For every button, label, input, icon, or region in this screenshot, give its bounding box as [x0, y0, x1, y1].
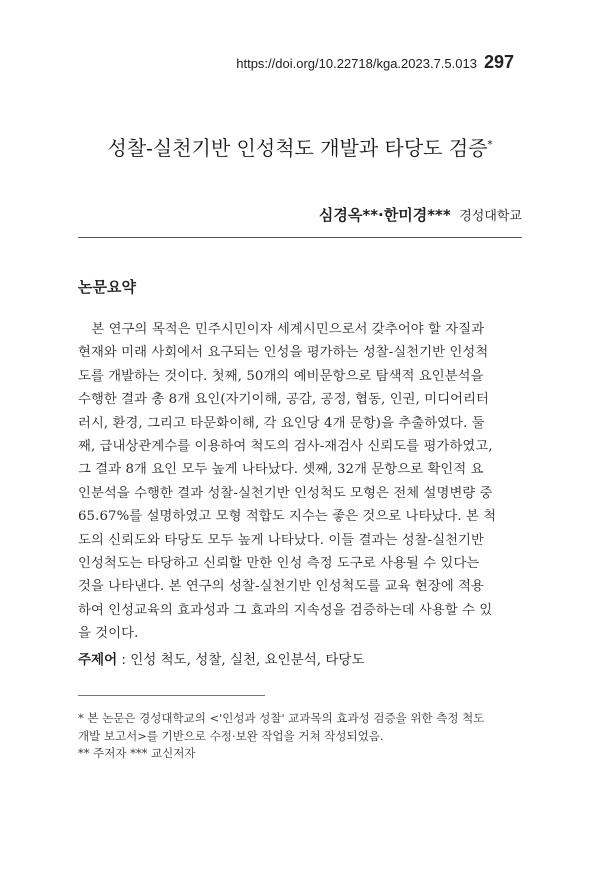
author-affiliation: 경성대학교: [459, 209, 522, 224]
abstract-line: 65.67%를 설명하였고 모형 적합도 지수는 좋은 것으로 나타났다. 본 척: [78, 509, 497, 525]
abstract-line: 인성척도는 타당하고 신뢰할 만한 인성 측정 도구로 사용될 수 있다는: [78, 556, 480, 572]
abstract-line: 것을 나타낸다. 본 연구의 성찰-실천기반 인성척도를 교육 현장에 적용: [78, 579, 484, 595]
doi-link[interactable]: https://doi.org/10.22718/kga.2023.7.5.013: [236, 56, 477, 71]
abstract-heading: 논문요약: [78, 278, 136, 296]
keywords-label: 주제어: [78, 652, 118, 668]
running-header: [236, 52, 514, 73]
footnote-line: * 본 논문은 경성대학교의 <'인성과 성찰' 교과목의 효과성 검증을 위한 측정 척도: [78, 711, 485, 725]
abstract-line: 현재와 미래 사회에서 요구되는 인성을 평가하는 성찰-실천기반 인성척: [78, 345, 489, 361]
abstract-line: 러시, 환경, 그리고 타문화이해, 각 요인당 4개 문항)을 추출하였다. 둘: [78, 415, 485, 431]
abstract-line: 도의 신뢰도와 타당도 모두 높게 나타났다. 이들 결과는 성찰-실천기반: [78, 532, 484, 548]
paper-title-text: 성찰-실천기반 인성척도 개발과 타당도 검증: [107, 136, 488, 160]
author-line: [319, 204, 522, 225]
abstract-line: 수행한 결과 총 8개 요인(자기이해, 공감, 공정, 협동, 인권, 미디어리터: [78, 392, 489, 408]
author-names: 심경옥**·한미경***: [318, 206, 451, 224]
footnote-line: ** 주저자 *** 교신저자: [78, 746, 196, 760]
footnote-line: 개발 보고서>를 기반으로 수정·보완 작업을 거쳐 작성되었음.: [78, 728, 384, 743]
abstract-line: 그 결과 8개 요인 모두 높게 나타났다. 셋째, 32개 문항으로 확인적 요: [78, 462, 484, 478]
keywords-separator: :: [117, 652, 131, 668]
abstract-line: 본 연구의 목적은 민주시민이자 세계시민으로서 갖추어야 할 자질과: [78, 322, 485, 337]
page-number: 297: [483, 52, 514, 72]
header-divider: [78, 237, 522, 238]
abstract-line: 도를 개발하는 것이다. 첫째, 50개의 예비문항으로 탐색적 요인분석을: [78, 368, 484, 384]
footnotes: [78, 710, 528, 763]
abstract-line: 을 것이다.: [78, 626, 139, 642]
abstract-body: [78, 318, 524, 646]
title-footnote-marker: *: [487, 139, 493, 151]
abstract-line: 째, 급내상관계수를 이용하여 척도의 검사-재검사 신뢰도를 평가하였고,: [78, 439, 493, 455]
keywords: [78, 648, 365, 668]
abstract-line: 하여 인성교육의 효과성과 그 효과의 지속성을 검증하는데 사용할 수 있: [78, 602, 493, 618]
keywords-values: 인성 척도, 성찰, 실천, 요인분석, 타당도: [130, 652, 365, 668]
abstract-line: 인분석을 수행한 결과 성찰-실천기반 인성척도 모형은 전체 설명변량 중: [78, 485, 493, 501]
footnote-divider: [78, 695, 265, 696]
paper-title: [0, 132, 600, 161]
